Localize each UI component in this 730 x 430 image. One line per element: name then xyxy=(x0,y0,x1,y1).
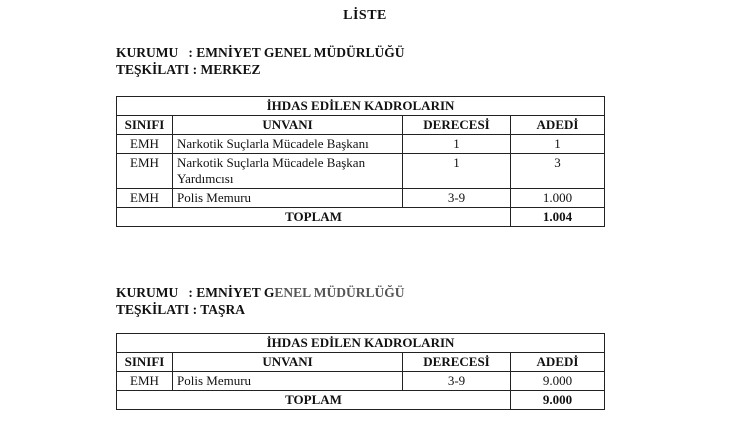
table-header-row xyxy=(117,353,605,372)
cell-derece: 1 xyxy=(403,135,511,154)
teskilat-label: TEŞKİLATI xyxy=(116,62,190,77)
header-unvani: UNVANI xyxy=(173,116,403,135)
header-derecesi: DERECESİ xyxy=(403,116,511,135)
kurum-value-faded: ENEL MÜDÜRLÜĞÜ xyxy=(274,285,405,300)
teskilat-label: TEŞKİLATI xyxy=(116,302,190,317)
kurum-value: : EMNİYET G xyxy=(188,285,275,300)
kurum-value: : EMNİYET GENEL MÜDÜRLÜĞÜ xyxy=(188,45,405,60)
kurum-line xyxy=(116,284,405,301)
table-row xyxy=(117,154,605,189)
section-merkez-meta xyxy=(116,44,405,78)
table-heading-row xyxy=(117,97,605,116)
total-value: 1.004 xyxy=(511,208,605,227)
teskilat-value: : MERKEZ xyxy=(192,62,261,77)
table-total-row xyxy=(117,391,605,410)
teskilat-line xyxy=(116,301,405,318)
kadro-table-tasra xyxy=(116,333,605,410)
kadro-table-merkez xyxy=(116,96,605,227)
total-label: TOPLAM xyxy=(117,391,511,410)
cell-derece: 3-9 xyxy=(403,189,511,208)
table-header-row xyxy=(117,116,605,135)
cell-derece: 3-9 xyxy=(403,372,511,391)
cell-adet: 1.000 xyxy=(511,189,605,208)
table-row xyxy=(117,372,605,391)
teskilat-value: : TAŞRA xyxy=(192,302,246,317)
teskilat-line xyxy=(116,61,405,78)
cell-adet: 3 xyxy=(511,154,605,189)
header-sinifi: SINIFI xyxy=(117,353,173,372)
cell-unvan: Polis Memuru xyxy=(173,372,403,391)
header-derecesi: DERECESİ xyxy=(403,353,511,372)
table-heading: İHDAS EDİLEN KADROLARIN xyxy=(117,334,605,353)
kurum-label: KURUMU xyxy=(116,285,179,300)
cell-sinif: EMH xyxy=(117,154,173,189)
cell-unvan: Polis Memuru xyxy=(173,189,403,208)
document-title: LİSTE xyxy=(343,8,387,23)
kurum-label: KURUMU xyxy=(116,45,179,60)
table-total-row xyxy=(117,208,605,227)
table-heading-row xyxy=(117,334,605,353)
table-heading: İHDAS EDİLEN KADROLARIN xyxy=(117,97,605,116)
header-adedi: ADEDİ xyxy=(511,353,605,372)
cell-unvan: Narkotik Suçlarla Mücadele Başkanı xyxy=(173,135,403,154)
total-value: 9.000 xyxy=(511,391,605,410)
table-row xyxy=(117,189,605,208)
header-unvani: UNVANI xyxy=(173,353,403,372)
section-tasra-meta xyxy=(116,284,405,318)
cell-sinif: EMH xyxy=(117,372,173,391)
cell-derece: 1 xyxy=(403,154,511,189)
cell-adet: 1 xyxy=(511,135,605,154)
cell-sinif: EMH xyxy=(117,189,173,208)
header-adedi: ADEDİ xyxy=(511,116,605,135)
table-row xyxy=(117,135,605,154)
total-label: TOPLAM xyxy=(117,208,511,227)
cell-sinif: EMH xyxy=(117,135,173,154)
cell-adet: 9.000 xyxy=(511,372,605,391)
kurum-line xyxy=(116,44,405,61)
header-sinifi: SINIFI xyxy=(117,116,173,135)
cell-unvan: Narkotik Suçlarla Mücadele Başkan Yardımcısı xyxy=(173,154,403,189)
